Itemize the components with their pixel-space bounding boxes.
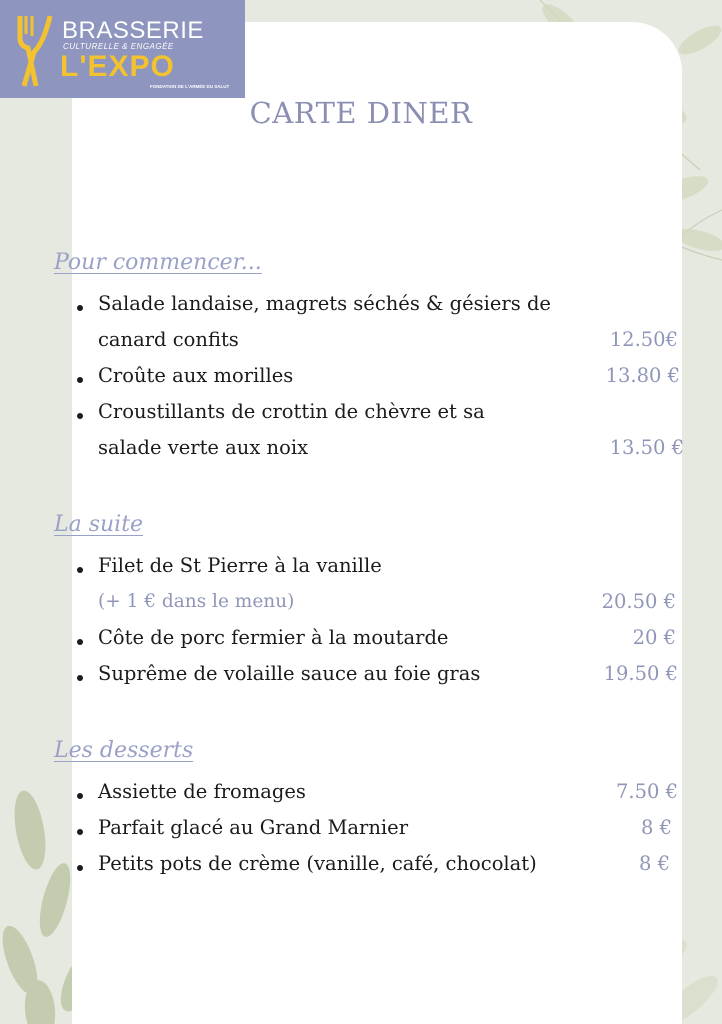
menu-item: Suprême de volaille sauce au foie gras — [98, 662, 481, 685]
menu-item: Petits pots de crème (vanille, café, chocolat) — [98, 852, 537, 875]
bullet — [77, 305, 83, 311]
section-title-desserts: Les desserts — [54, 738, 194, 763]
menu-item-continuation: canard confits — [98, 328, 239, 351]
menu-item-price: 13.50 € — [609, 436, 684, 459]
section-title-mains: La suite — [54, 512, 144, 537]
section-title-starters: Pour commencer... — [54, 250, 262, 275]
menu-item-price: 8 € — [640, 816, 672, 839]
menu-item: Assiette de fromages — [98, 780, 306, 803]
menu-item-continuation: salade verte aux noix — [98, 436, 309, 459]
menu-item-note: (+ 1 € dans le menu) — [98, 591, 295, 612]
menu-item-price: 19.50 € — [603, 662, 678, 685]
bullet — [77, 639, 83, 645]
bullet — [77, 829, 83, 835]
menu-item: Salade landaise, magrets séchés & gésiers de — [98, 292, 551, 315]
logo-expo-text: L'EXPO — [60, 50, 175, 83]
brand-logo — [0, 0, 245, 98]
bullet — [77, 377, 83, 383]
logo-brasserie-text: BRASSERIE — [62, 17, 204, 44]
menu-item-price: 8 € — [638, 852, 670, 875]
logo-foundation-text: FONDATION DE L'ARMÉE DU SALUT — [150, 84, 230, 89]
menu-item: Croûte aux morilles — [98, 364, 294, 387]
bullet — [77, 865, 83, 871]
fork-knife-icon — [14, 12, 56, 88]
menu-item-price: 7.50 € — [615, 780, 678, 803]
menu-item-price: 12.50€ — [609, 328, 678, 351]
menu-item-price: 13.80 € — [605, 364, 680, 387]
bullet — [77, 675, 83, 681]
bullet — [77, 793, 83, 799]
logo-tagline: CULTURELLE & ENGAGÉE — [63, 42, 174, 51]
bullet — [77, 413, 83, 419]
menu-item-price: 20.50 € — [601, 590, 676, 613]
menu-item: Côte de porc fermier à la moutarde — [98, 626, 449, 649]
menu-item-price: 20 € — [632, 626, 676, 649]
bullet — [77, 567, 83, 573]
menu-item: Croustillants de crottin de chèvre et sa — [98, 400, 485, 423]
menu-item: Parfait glacé au Grand Marnier — [98, 816, 409, 839]
page-title: CARTE DINER — [249, 96, 473, 130]
menu-item: Filet de St Pierre à la vanille — [98, 554, 382, 577]
